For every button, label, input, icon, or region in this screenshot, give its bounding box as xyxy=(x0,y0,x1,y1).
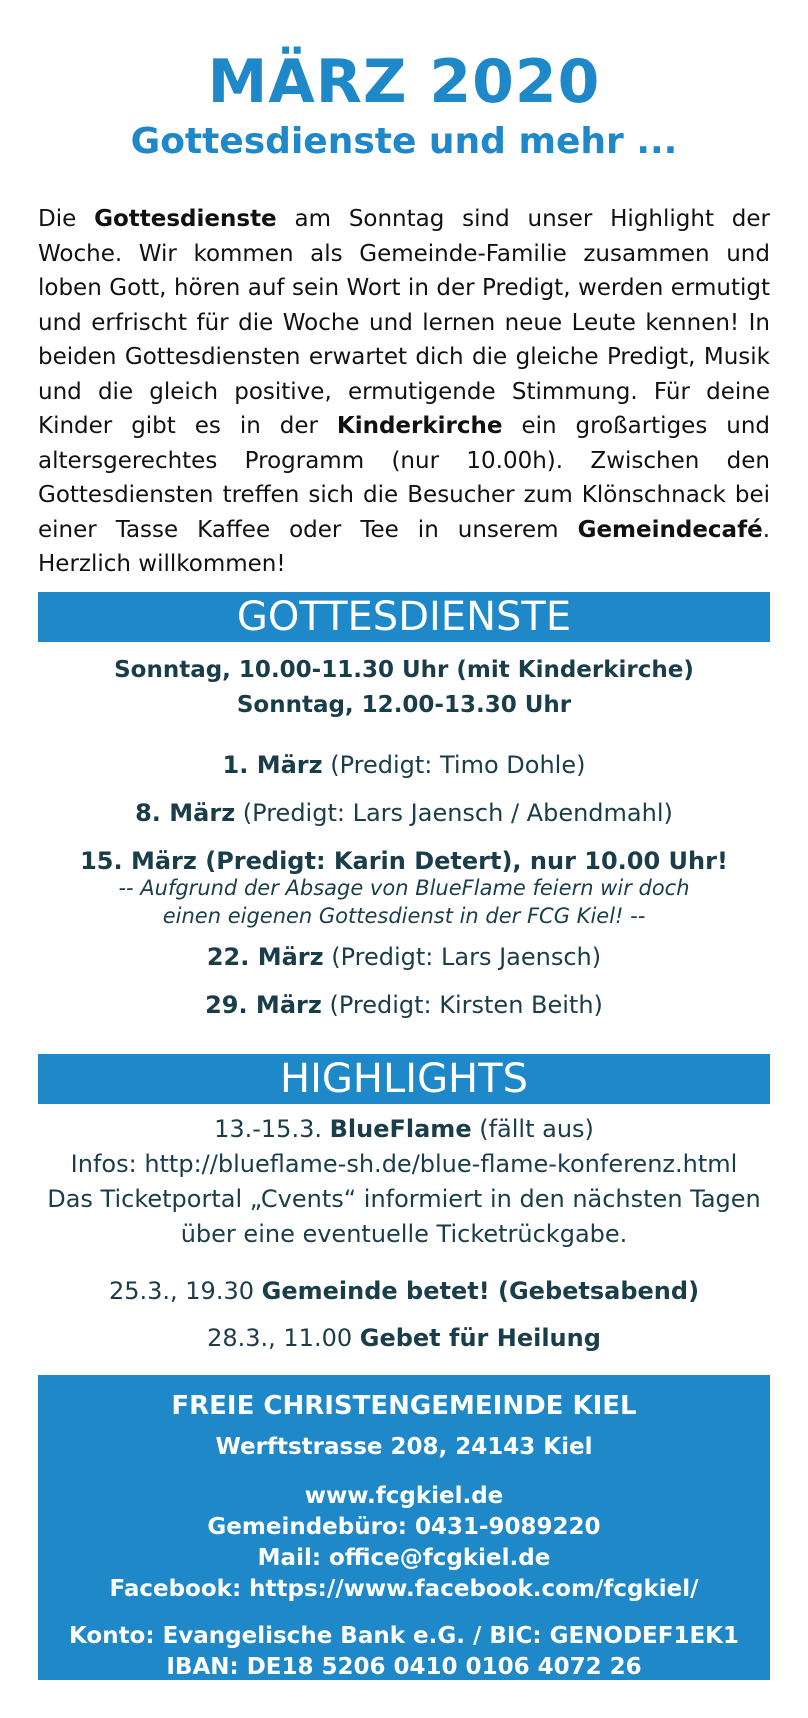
service-info: (Predigt: Kirsten Beith) xyxy=(321,991,603,1019)
highlight-blueflame xyxy=(38,1112,770,1252)
service-info: (Predigt: Timo Dohle) xyxy=(322,751,586,779)
service-date: 15. März (Predigt: Karin Detert), nur 10.00 Uhr! xyxy=(80,847,728,875)
website-link[interactable]: www.fcgkiel.de xyxy=(304,1483,504,1509)
intro-text-2: am Sonntag sind unser Highlight der Woche. Wir kommen als Gemeinde-Familie zusammen und loben Gott, hören auf sein Wort in der Predigt, werden ermutigt und erfrischt für die Woche und lernen neue Leute kennen! In beiden Gottesdiensten erwartet dich die gleiche Predigt, Musik und die gleich positive, ermutigende Stimmung. Für deine Kinder gibt es in der xyxy=(38,206,771,439)
church-name: FREIE CHRISTENGEMEINDE KIEL xyxy=(171,1391,637,1421)
prayer-name: Gemeinde betet! (Gebetsabend) xyxy=(261,1277,700,1305)
highlight-healing-prayer xyxy=(38,1321,770,1356)
highlight-prayer-evening xyxy=(38,1274,770,1309)
intro-bold-gottesdienste: Gottesdienste xyxy=(94,206,277,232)
service-item xyxy=(38,940,770,974)
blueflame-date: 13.-15.3. xyxy=(214,1115,330,1143)
intro-text-4: . Herzlich willkommen! xyxy=(38,516,770,577)
contact-block xyxy=(38,1481,770,1605)
blueflame-name: BlueFlame xyxy=(329,1115,472,1143)
service-time-1: Sonntag, 10.00-11.30 Uhr (mit Kinderkirche) xyxy=(114,657,694,683)
email-link[interactable]: Mail: office@fcgkiel.de xyxy=(257,1545,551,1571)
service-item xyxy=(38,748,770,782)
service-time-2: Sonntag, 12.00-13.30 Uhr xyxy=(236,692,572,718)
service-item xyxy=(38,988,770,1022)
contact-footer xyxy=(38,1375,770,1680)
facebook-link[interactable]: Facebook: https://www.facebook.com/fcgkiel/ xyxy=(109,1576,699,1602)
healing-name: Gebet für Heilung xyxy=(359,1324,601,1352)
service-date: 8. März xyxy=(135,799,236,827)
blueflame-title-line xyxy=(38,1112,770,1147)
intro-text-3: ein großartiges und altersgerechtes Programm (nur 10.00h). Zwischen den Gottesdiensten treffen sich die Besucher zum Klönschnack bei einer Tasse Kaffee oder Tee in unserem xyxy=(38,413,770,543)
service-times xyxy=(38,653,770,723)
highlights-section-header xyxy=(0,1054,770,1104)
services-section-header xyxy=(0,592,770,642)
service-note-line-1: -- Aufgrund der Absage von BlueFlame feiern wir doch xyxy=(118,876,690,900)
services-heading: GOTTESDIENSTE xyxy=(38,592,770,642)
highlights-list xyxy=(38,1112,770,1356)
highlights-heading: HIGHLIGHTS xyxy=(38,1054,770,1104)
blueflame-ticket-line-1: Das Ticketportal „Cvents“ informiert in den nächsten Tagen xyxy=(47,1185,761,1213)
service-date: 1. März xyxy=(222,751,323,779)
bank-block xyxy=(38,1621,770,1683)
page-title: MÄRZ 2020 xyxy=(207,47,601,117)
service-info: (Predigt: Lars Jaensch / Abendmahl) xyxy=(235,799,673,827)
service-info: (Predigt: Lars Jaensch) xyxy=(323,943,602,971)
bank-account: Konto: Evangelische Bank e.G. / BIC: GENODEF1EK1 xyxy=(68,1623,740,1649)
office-phone: Gemeindebüro: 0431-9089220 xyxy=(207,1514,601,1540)
church-address: Werftstrasse 208, 24143 Kiel xyxy=(215,1434,593,1460)
service-list xyxy=(38,748,770,1036)
prayer-date: 25.3., 19.30 xyxy=(108,1277,262,1305)
intro-text-1: Die xyxy=(38,206,95,232)
page-subtitle: Gottesdienste und mehr ... xyxy=(130,121,678,162)
bank-iban: IBAN: DE18 5206 0410 0106 4072 26 xyxy=(166,1654,642,1680)
blueflame-status: (fällt aus) xyxy=(471,1115,594,1143)
service-date: 29. März xyxy=(205,991,322,1019)
intro-paragraph xyxy=(38,202,770,582)
service-item xyxy=(38,844,770,878)
intro-bold-gemeindecafe: Gemeindecafé xyxy=(577,516,763,543)
service-item xyxy=(38,796,770,830)
service-date: 22. März xyxy=(206,943,324,971)
intro-bold-kinderkirche: Kinderkirche xyxy=(336,413,503,439)
blueflame-ticket-line-2: über eine eventuelle Ticketrückgabe. xyxy=(180,1220,628,1248)
service-note-line-2: einen eigenen Gottesdienst in der FCG Kiel! -- xyxy=(162,904,646,928)
blueflame-info-link[interactable]: Infos: http://blueflame-sh.de/blue-flame-konferenz.html xyxy=(70,1150,738,1178)
healing-date: 28.3., 11.00 xyxy=(207,1324,360,1352)
service-note xyxy=(38,874,770,930)
